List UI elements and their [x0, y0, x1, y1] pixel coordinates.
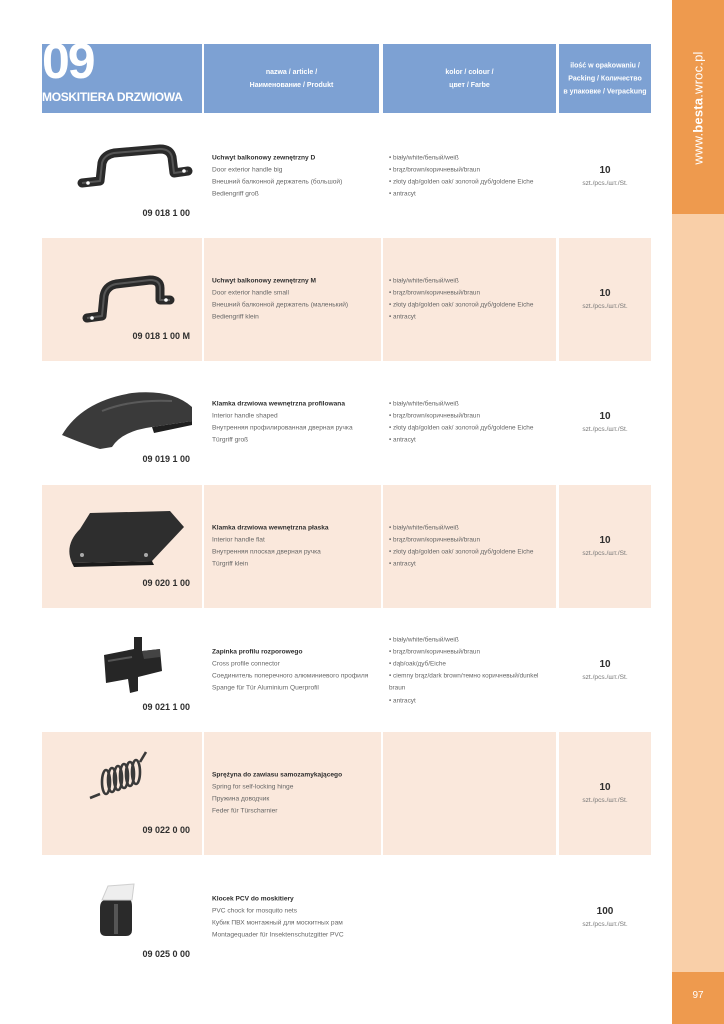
name-pl: Klocek PCV do moskitiery: [212, 894, 294, 902]
product-colors-cell: [383, 856, 556, 979]
name-en: PVC chock for mosquito nets: [212, 907, 298, 915]
sidebar-brand-band: [672, 0, 724, 214]
packing-unit: szt./pcs./шт./St.: [582, 549, 628, 557]
color-option: • ciemny brąz/dark brown/темно коричневый/dunkel braun: [389, 671, 554, 695]
color-option: • złoty dąb/golden oak/ золотой дуб/goldene Eiche: [389, 547, 554, 559]
product-code: 09 018 1 00 M: [132, 331, 190, 341]
product-row: [42, 856, 651, 979]
column-header-packing: ilość w opakowaniu / Packing / Количество в упаковке / Verpackung: [559, 44, 651, 113]
color-option: • antracyt: [389, 312, 554, 324]
color-option: • antracyt: [389, 559, 554, 571]
product-colors-cell: [383, 361, 556, 484]
packing-quantity: 10: [599, 534, 611, 546]
color-option: • biały/white/белый/weiß: [389, 152, 554, 164]
name-pl: Zapinka profilu rozporowego: [212, 647, 303, 655]
name-pl: Klamka drzwiowa wewnętrzna profilowana: [212, 399, 346, 407]
product-image-cell: [42, 485, 202, 608]
name-ru: Кубик ПВХ монтажный для москитных рам: [212, 919, 343, 927]
cross-profile-connector-icon: [42, 609, 202, 709]
product-row: [42, 115, 651, 238]
color-option: • brąz/brown/коричневый/braun: [389, 287, 554, 299]
name-en: Cross profile connector: [212, 660, 280, 668]
packing-unit: szt./pcs./шт./St.: [582, 796, 628, 804]
packing-quantity: 10: [599, 658, 611, 670]
section-number: 09: [42, 33, 94, 89]
product-name-cell: [204, 609, 381, 732]
packing-unit: szt./pcs./шт./St.: [582, 425, 628, 433]
product-packing-cell: [559, 485, 651, 608]
section-title: MOSKITIERA DRZWIOWA: [42, 90, 183, 104]
product-code: 09 020 1 00: [142, 578, 190, 588]
product-row: [42, 238, 651, 361]
product-packing-cell: [559, 609, 651, 732]
product-packing-cell: [559, 732, 651, 855]
color-option: • antracyt: [389, 435, 554, 447]
black-handle-big-icon: [42, 115, 202, 215]
name-ru: Внешний балконной держатель (большой): [212, 178, 343, 186]
product-packing-cell: [559, 856, 651, 979]
product-image-cell: [42, 361, 202, 484]
color-option: • brąz/brown/коричневый/braun: [389, 410, 554, 422]
color-option: • biały/white/белый/weiß: [389, 634, 554, 646]
packing-unit: szt./pcs./шт./St.: [582, 302, 628, 310]
section-header: [42, 33, 202, 113]
black-handle-small-icon: [42, 238, 202, 338]
packing-quantity: 100: [596, 905, 614, 917]
product-name-cell: [204, 485, 381, 608]
pvc-chock-icon: [42, 856, 202, 956]
product-code: 09 019 1 00: [142, 454, 190, 464]
interior-handle-flat-icon: [42, 485, 202, 585]
product-packing-cell: [559, 238, 651, 361]
name-de: Feder für Türscharnier: [212, 807, 278, 815]
spring-icon: [42, 732, 202, 832]
name-de: Spange für Tür Aluminium Querprofil: [212, 684, 319, 692]
name-ru: Пружина доводчик: [212, 795, 270, 803]
color-option: • brąz/brown/коричневый/braun: [389, 646, 554, 658]
packing-quantity: 10: [599, 164, 611, 176]
column-header-colour: kolor / colour / цвет / Farbe: [383, 44, 556, 113]
name-en: Interior handle flat: [212, 536, 265, 544]
name-de: Türgriff groß: [212, 436, 249, 444]
packing-quantity: 10: [599, 287, 611, 299]
product-image-cell: [42, 609, 202, 732]
name-ru: Внешний балконной держатель (маленький): [212, 301, 349, 309]
interior-handle-shaped-icon: [42, 361, 202, 461]
color-option: • dąb/oak/дуб/Eiche: [389, 658, 554, 670]
color-option: • biały/white/белый/weiß: [389, 275, 554, 287]
packing-unit: szt./pcs./шт./St.: [582, 179, 628, 187]
name-en: Door exterior handle big: [212, 166, 283, 174]
packing-unit: szt./pcs./шт./St.: [582, 673, 628, 681]
color-option: • brąz/brown/коричневый/braun: [389, 534, 554, 546]
product-colors-cell: [383, 732, 556, 855]
name-pl: Sprężyna do zawiasu samozamykającego: [212, 770, 343, 778]
product-image-cell: [42, 115, 202, 238]
brand-url: www.besta.wroc.pl: [690, 51, 706, 165]
packing-unit: szt./pcs./шт./St.: [582, 920, 628, 928]
product-colors-cell: [383, 115, 556, 238]
name-de: Montagequader für Insektenschutzgitter PVC: [212, 931, 344, 939]
product-row: [42, 732, 651, 855]
product-colors-cell: [383, 609, 556, 732]
color-option: • biały/white/белый/weiß: [389, 398, 554, 410]
product-code: 09 018 1 00: [142, 208, 190, 218]
name-en: Door exterior handle small: [212, 289, 289, 297]
product-image-cell: [42, 732, 202, 855]
name-de: Bediengriff klein: [212, 313, 259, 321]
product-packing-cell: [559, 115, 651, 238]
product-row: [42, 485, 651, 608]
product-name-cell: [204, 361, 381, 484]
product-colors-cell: [383, 485, 556, 608]
product-name-cell: [204, 856, 381, 979]
product-row: [42, 609, 651, 732]
name-pl: Uchwyt balkonowy zewnętrzny D: [212, 153, 316, 161]
name-ru: Внутренняя плоская дверная ручка: [212, 548, 321, 556]
sidebar: [672, 0, 724, 1024]
product-code: 09 021 1 00: [142, 702, 190, 712]
product-packing-cell: [559, 361, 651, 484]
name-pl: Uchwyt balkonowy zewnętrzny M: [212, 276, 317, 284]
column-header-article: nazwa / article / Наименование / Produkt: [204, 44, 379, 113]
product-image-cell: [42, 856, 202, 979]
name-ru: Внутренняя профилированная дверная ручка: [212, 424, 353, 432]
product-code: 09 022 0 00: [142, 825, 190, 835]
packing-quantity: 10: [599, 781, 611, 793]
product-image-cell: [42, 238, 202, 361]
product-colors-cell: [383, 238, 556, 361]
color-option: • antracyt: [389, 189, 554, 201]
color-option: • biały/white/белый/weiß: [389, 522, 554, 534]
product-row: [42, 361, 651, 484]
packing-quantity: 10: [599, 410, 611, 422]
name-en: Interior handle shaped: [212, 412, 278, 420]
product-name-cell: [204, 115, 381, 238]
page-number-box: [672, 972, 724, 1024]
color-option: • złoty dąb/golden oak/ золотой дуб/goldene Eiche: [389, 423, 554, 435]
name-de: Türgriff klein: [212, 560, 249, 568]
name-pl: Klamka drzwiowa wewnętrzna płaska: [212, 523, 329, 531]
name-de: Bediengriff groß: [212, 190, 259, 198]
product-name-cell: [204, 238, 381, 361]
color-option: • złoty dąb/golden oak/ золотой дуб/goldene Eiche: [389, 177, 554, 189]
color-option: • antracyt: [389, 695, 554, 707]
name-ru: Соединитель поперечного алюминиевого профиля: [212, 672, 369, 680]
product-name-cell: [204, 732, 381, 855]
product-code: 09 025 0 00: [142, 949, 190, 959]
color-option: • złoty dąb/golden oak/ золотой дуб/goldene Eiche: [389, 300, 554, 312]
page-number: 97: [692, 990, 704, 1001]
name-en: Spring for self-locking hinge: [212, 783, 294, 791]
color-option: • brąz/brown/коричневый/braun: [389, 164, 554, 176]
